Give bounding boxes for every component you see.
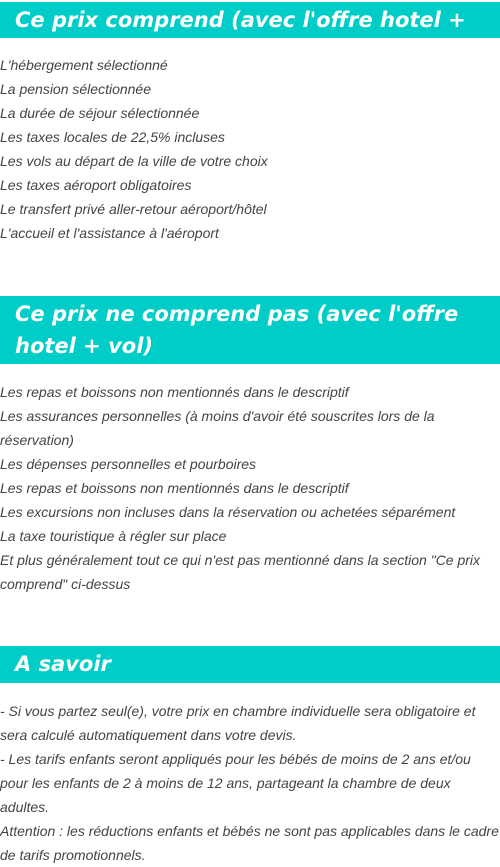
list-item: Le transfert privé aller-retour aéroport/hôtel bbox=[0, 201, 267, 217]
list-item: Les repas et boissons non mentionnés dans le descriptif bbox=[0, 384, 349, 400]
list-item: Les taxes aéroport obligatoires bbox=[0, 177, 192, 193]
list-item: Les repas et boissons non mentionnés dans le descriptif bbox=[0, 480, 349, 496]
info-paragraph: Attention : les réductions enfants et bébés ne sont pas applicables dans le cadre de tarifs promotionnels. bbox=[0, 823, 499, 863]
list-item: La pension sélectionnée bbox=[0, 81, 152, 97]
section-header-included: Ce prix comprend (avec l'offre hotel + vol) bbox=[0, 2, 500, 38]
list-item: L'accueil et l'assistance à l'aéroport bbox=[0, 225, 219, 241]
list-item: Les taxes locales de 22,5% incluses bbox=[0, 129, 225, 145]
info-paragraph: - Les tarifs enfants seront appliqués pour les bébés de moins de 2 ans et/ou pour les enfants de 2 à moins de 12 ans, partageant la chambre de deux adultes. bbox=[0, 751, 471, 815]
info-paragraph: - Si vous partez seul(e), votre prix en chambre individuelle sera obligatoire et sera calculé automatiquement dans votre devis. bbox=[0, 703, 476, 743]
list-item: L'hébergement sélectionné bbox=[0, 57, 168, 73]
list-item: La durée de séjour sélectionnée bbox=[0, 105, 200, 121]
list-item: Les vols au départ de la ville de votre choix bbox=[0, 153, 268, 169]
list-item: Les excursions non incluses dans la réservation ou achetées séparément bbox=[0, 504, 456, 520]
section-header-excluded: Ce prix ne comprend pas (avec l'offre hotel + vol) bbox=[0, 296, 500, 364]
list-item: Les dépenses personnelles et pourboires bbox=[0, 456, 257, 472]
section-header-info: A savoir bbox=[0, 646, 500, 683]
list-item: Et plus généralement tout ce qui n'est pas mentionné dans la section "Ce prix comprend" ci-dessus bbox=[0, 552, 481, 592]
excluded-list bbox=[0, 380, 500, 596]
included-list bbox=[0, 53, 500, 245]
list-item: La taxe touristique à régler sur place bbox=[0, 528, 227, 544]
info-list bbox=[0, 699, 500, 867]
list-item: Les assurances personnelles (à moins d'avoir été souscrites lors de la réservation) bbox=[0, 408, 435, 448]
